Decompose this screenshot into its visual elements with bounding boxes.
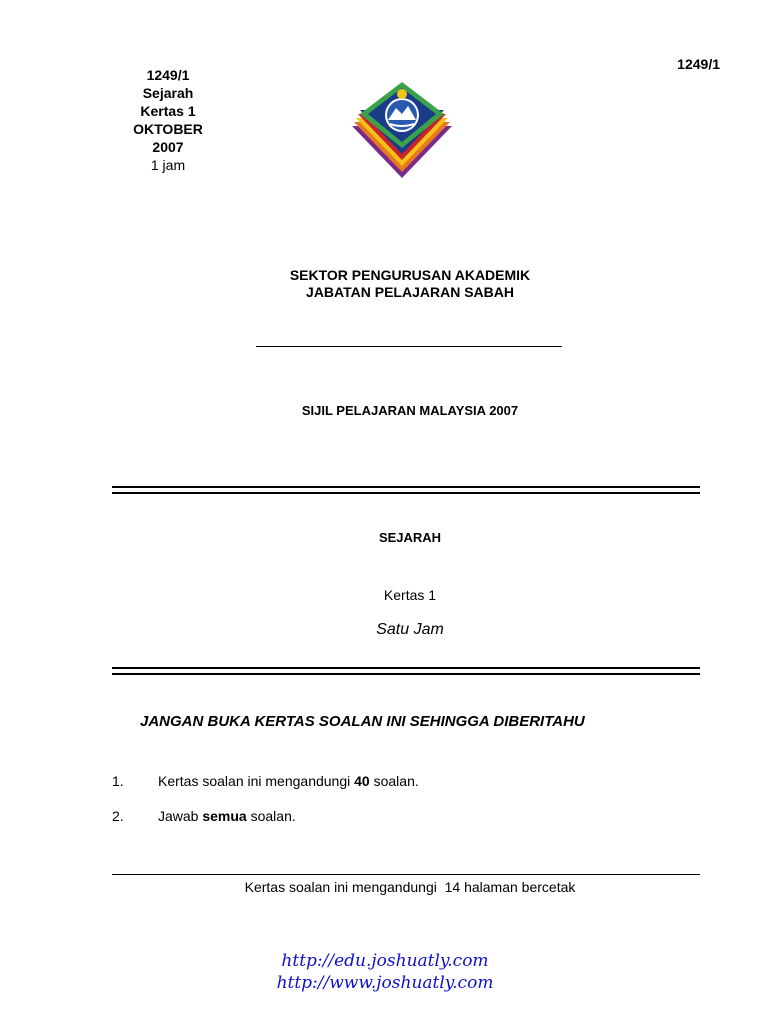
exam-name: SIJIL PELAJARAN MALAYSIA 2007 xyxy=(301,403,519,418)
instruction-text: Jawab xyxy=(158,808,203,824)
instruction-text: soalan. xyxy=(369,773,419,789)
paper-code-top-right: 1249/1 xyxy=(677,56,720,72)
double-divider-top xyxy=(112,486,700,494)
exam-paper-number: Kertas 1 xyxy=(383,587,437,603)
page-count-note: Kertas soalan ini mengandungi 14 halaman bercetak xyxy=(244,879,576,895)
exam-subject: SEJARAH xyxy=(378,530,442,545)
paper-subject: Sejarah xyxy=(142,85,194,101)
instruction-emphasis: 40 xyxy=(354,773,370,789)
instruction-text: soalan. xyxy=(246,808,296,824)
warning-notice: JANGAN BUKA KERTAS SOALAN INI SEHINGGA DIBERITAHU xyxy=(140,713,585,730)
organization-heading xyxy=(140,267,680,301)
paper-year: 2007 xyxy=(152,139,184,155)
paper-number: Kertas 1 xyxy=(140,103,196,119)
exam-duration: Satu Jam xyxy=(376,621,444,638)
instruction-emphasis: semua xyxy=(202,808,247,824)
instruction-number: 2. xyxy=(112,808,124,824)
organization-line-2: JABATAN PELAJARAN SABAH xyxy=(306,284,514,300)
instruction-item xyxy=(112,773,672,789)
instruction-text: Kertas soalan ini mengandungi xyxy=(158,773,355,789)
website-link-edu[interactable]: http://edu.joshuatly.com xyxy=(281,951,489,971)
instruction-item xyxy=(112,808,672,824)
divider-line xyxy=(256,346,562,347)
website-link-www[interactable]: http://www.joshuatly.com xyxy=(276,973,494,993)
paper-duration: 1 jam xyxy=(150,157,186,173)
paper-info-block xyxy=(118,66,218,174)
paper-code: 1249/1 xyxy=(146,67,190,83)
double-divider-bottom xyxy=(112,667,700,675)
state-education-department-emblem-icon xyxy=(348,80,456,184)
footer-divider xyxy=(112,874,700,875)
organization-line-1: SEKTOR PENGURUSAN AKADEMIK xyxy=(289,267,531,283)
paper-month: OKTOBER xyxy=(133,121,203,137)
instruction-number: 1. xyxy=(112,773,124,789)
